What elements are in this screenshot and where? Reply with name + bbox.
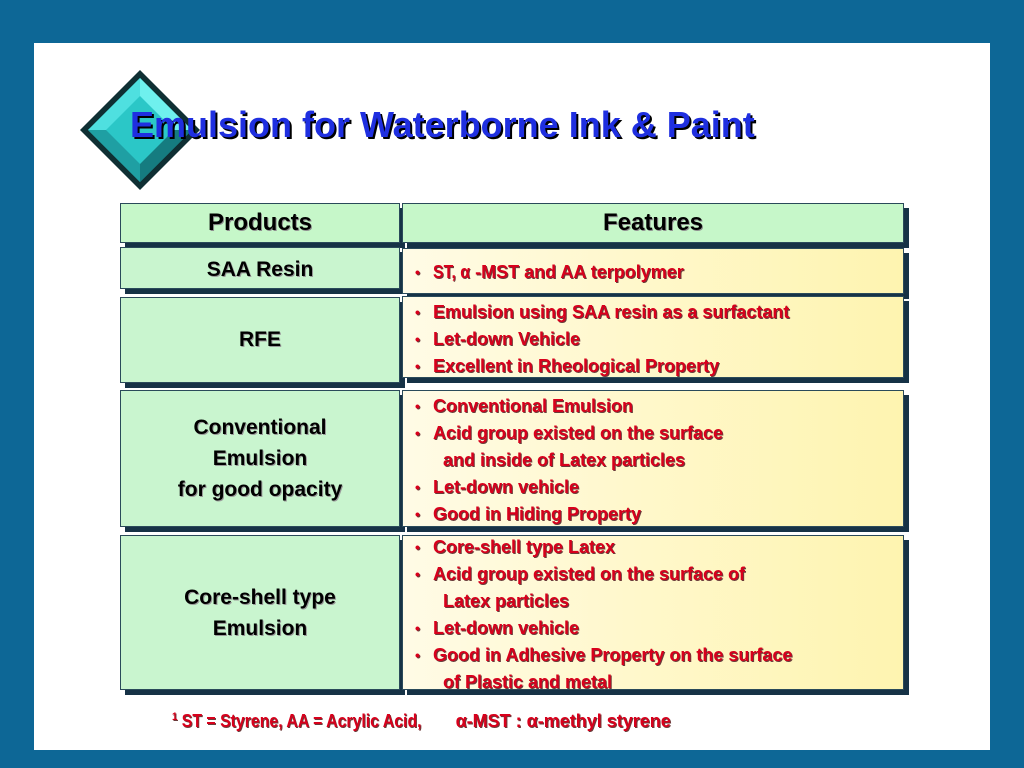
header-products [120, 203, 400, 243]
feature-cell-conventional-emulsion [402, 390, 904, 527]
footnote-marker: 1 [172, 711, 178, 723]
feature-item: • ST, α -MST and AA terpolymer [415, 262, 684, 282]
feature-item-continued: of Plastic and metal [443, 672, 613, 692]
feature-item: • Conventional Emulsion [415, 396, 634, 416]
product-label: Conventional [193, 416, 327, 439]
page-title: Emulsion for Waterborne Ink & Paint [130, 104, 755, 145]
product-cell-rfe [120, 297, 400, 383]
feature-cell-rfe [402, 296, 904, 378]
feature-cell-saa-resin [402, 248, 904, 294]
product-label: Core-shell type [184, 585, 336, 609]
product-cell-saa-resin [120, 247, 400, 289]
feature-item: • Acid group existed on the surface of [415, 564, 746, 584]
header-features-label: Features [602, 209, 704, 236]
footnote-text: ST = Styrene, AA = Acrylic Acid, [177, 711, 422, 731]
feature-item: • Let-down vehicle [415, 618, 580, 638]
product-cell-conventional-emulsion [120, 390, 400, 527]
product-label: Emulsion [212, 447, 308, 470]
feature-item: • Good in Adhesive Property on the surface [415, 645, 793, 665]
product-label: for good opacity [177, 478, 343, 501]
header-products-label: Products [207, 209, 312, 236]
header-features [402, 203, 904, 243]
feature-item-continued: Latex particles [443, 591, 570, 611]
product-label: SAA Resin [206, 258, 314, 281]
feature-item: • Emulsion using SAA resin as a surfactant [415, 302, 790, 322]
feature-item: • Excellent in Rheological Property [415, 356, 720, 376]
product-cell-core-shell-emulsion [120, 535, 400, 690]
product-label: Emulsion [212, 616, 308, 640]
feature-item: • Acid group existed on the surface [415, 423, 724, 443]
product-label: RFE [239, 328, 281, 352]
feature-item: • Core-shell type Latex [415, 537, 616, 557]
feature-cell-core-shell-emulsion [402, 535, 904, 690]
feature-item: • Let-down vehicle [415, 477, 580, 497]
feature-item-continued: and inside of Latex particles [443, 450, 686, 470]
feature-item: • Good in Hiding Property [415, 504, 641, 524]
footnote: $^1$ ST = Styrene, AA = Acrylic Acid,α-MST : α-methyl styrene [172, 711, 671, 731]
feature-item: • Let-down Vehicle [415, 329, 581, 349]
